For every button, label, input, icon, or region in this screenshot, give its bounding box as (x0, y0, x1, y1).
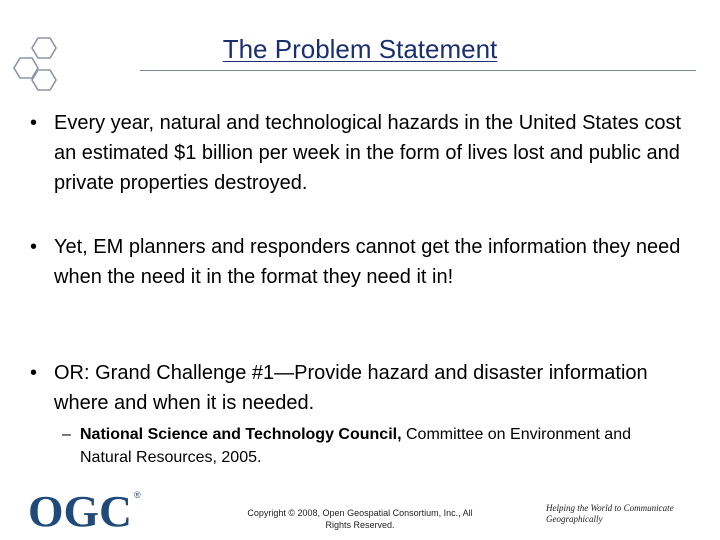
bullet-text: Every year, natural and technological hazards in the United States cost an estimated $1 billion per week in the form of lives lost and public and private properties destroyed. (54, 112, 682, 194)
logo-registered-mark: ® (134, 490, 141, 500)
copyright-notice: Copyright © 2008, Open Geospatial Consortium, Inc., All Rights Reserved. (247, 508, 473, 530)
bullet-marker: • (30, 112, 38, 134)
bullet-item (30, 108, 690, 198)
bullet-marker: • (30, 362, 38, 384)
logo-text: OGC (28, 488, 132, 530)
citation-text (62, 423, 682, 469)
slide-title: The Problem Statement (222, 34, 498, 64)
sub-bullet-marker: – (62, 426, 71, 443)
title-divider (140, 70, 696, 71)
footer-tagline: Helping the World to Communicate Geographically (546, 503, 674, 524)
citation-source: National Science and Technology Council, (80, 426, 402, 443)
bullet-marker: • (30, 236, 38, 258)
bullet-text: OR: Grand Challenge #1—Provide hazard and disaster information where and when it is needed. (54, 362, 648, 414)
bullet-item (30, 358, 690, 418)
hexagon-shape (32, 70, 56, 90)
bullet-item (30, 232, 690, 292)
bullet-text: Yet, EM planners and responders cannot get the information they need when the need it in the format they need it in! (54, 236, 681, 288)
ogc-logo (28, 488, 146, 530)
citation-detail: Committee on Environment and Natural Resources, 2005. (80, 426, 631, 466)
sub-bullet-citation (62, 423, 682, 469)
